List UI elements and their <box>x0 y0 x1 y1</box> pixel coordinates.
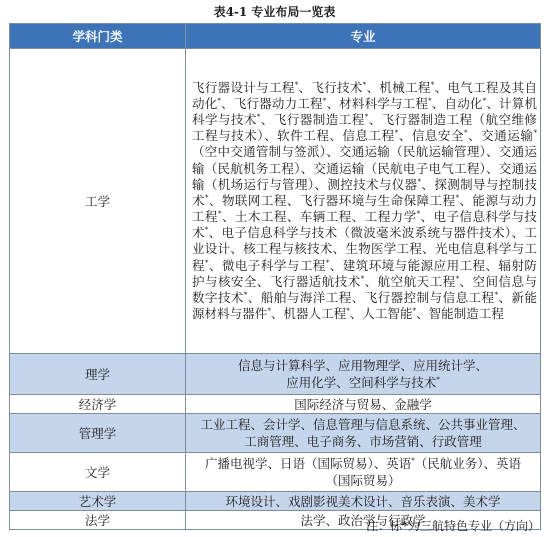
table-row-management <box>10 414 541 453</box>
category-cell: 艺术学 <box>10 492 186 511</box>
majors-cell <box>186 492 541 511</box>
majors-cell <box>186 354 541 395</box>
majors-line: 环境设计、戏剧影视美术设计、音乐表演、美术学 <box>225 493 501 509</box>
majors-line: （国际贸易） <box>325 473 401 488</box>
table-row-engineering <box>10 49 541 354</box>
table-row-science <box>10 354 541 395</box>
majors-cell <box>186 395 541 414</box>
category-cell: 管理学 <box>10 414 186 453</box>
table-row-literature <box>10 453 541 492</box>
majors-line: 国际经济与贸易、金融学 <box>294 396 432 412</box>
category-cell: 法学 <box>10 511 186 530</box>
majors-line: 信息与计算科学、应用物理学、应用统计学、 <box>237 358 488 373</box>
majors-cell <box>186 414 541 453</box>
table-header-row <box>10 24 541 49</box>
majors-cell <box>186 453 541 492</box>
table-row-arts <box>10 492 541 511</box>
header-majors: 专业 <box>186 24 541 49</box>
header-category: 学科门类 <box>10 24 186 49</box>
majors-line: 法学、政治学与行政学 <box>300 512 426 528</box>
category-cell: 工学 <box>10 49 186 354</box>
majors-line: 工业工程、会计学、信息管理与信息系统、公共事业管理、 <box>200 417 526 432</box>
category-cell: 经济学 <box>10 395 186 414</box>
table-caption: 表4-1 专业布局一览表 <box>213 5 336 19</box>
majors-line: 工商管理、电子商务、市场营销、行政管理 <box>244 434 482 449</box>
majors-line: 应用化学、空间科学与技术* <box>286 375 440 390</box>
category-cell: 文学 <box>10 453 186 492</box>
table-row-economics <box>10 395 541 414</box>
majors-table <box>9 23 541 530</box>
footnote: 注：标*为三航特色专业（方向） <box>365 519 540 533</box>
majors-cell: 飞行器设计与工程*、飞行技术*、机械工程*、电气工程及其自动化*、飞行器动力工程*、材料科学与工程*、自动化*、计算机科学与技术*、飞行器制造工程*、飞行器制造工程（航空维修工程与技术）、软件工程、信息工程*、信息安全*、交通运输*（空中交通管制与签派）、交通运输（民航运输管理）、交通运输（民航机务工程）、交通运输（民航电子电气工程）、交通运输（机场运行与管理）、测控技术与仪器*、探测制导与控制技术*、物联网工程、飞行器环境与生命保障工程*、能源与动力工程*、土木工程、车辆工程、工程力学*、电子信息科学与技术*、电子信息科学与技术（微波毫米波系统与器件技术）、工业设计、核工程与核技术、生物医学工程、光电信息科学与工程*、微电子科学与工程*、建筑环境与能源应用工程、辐射防护与核安全、飞行器适航技术*、航空航天工程*、空间信息与数字技术*、船舶与海洋工程、飞行器控制与信息工程*、新能源材料与器件*、机器人工程*、人工智能*、智能制造工程 <box>186 49 541 354</box>
category-cell: 理学 <box>10 354 186 395</box>
majors-line: 广播电视学、日语（国际贸易）、英语*（民航业务）、英语 <box>204 456 522 471</box>
